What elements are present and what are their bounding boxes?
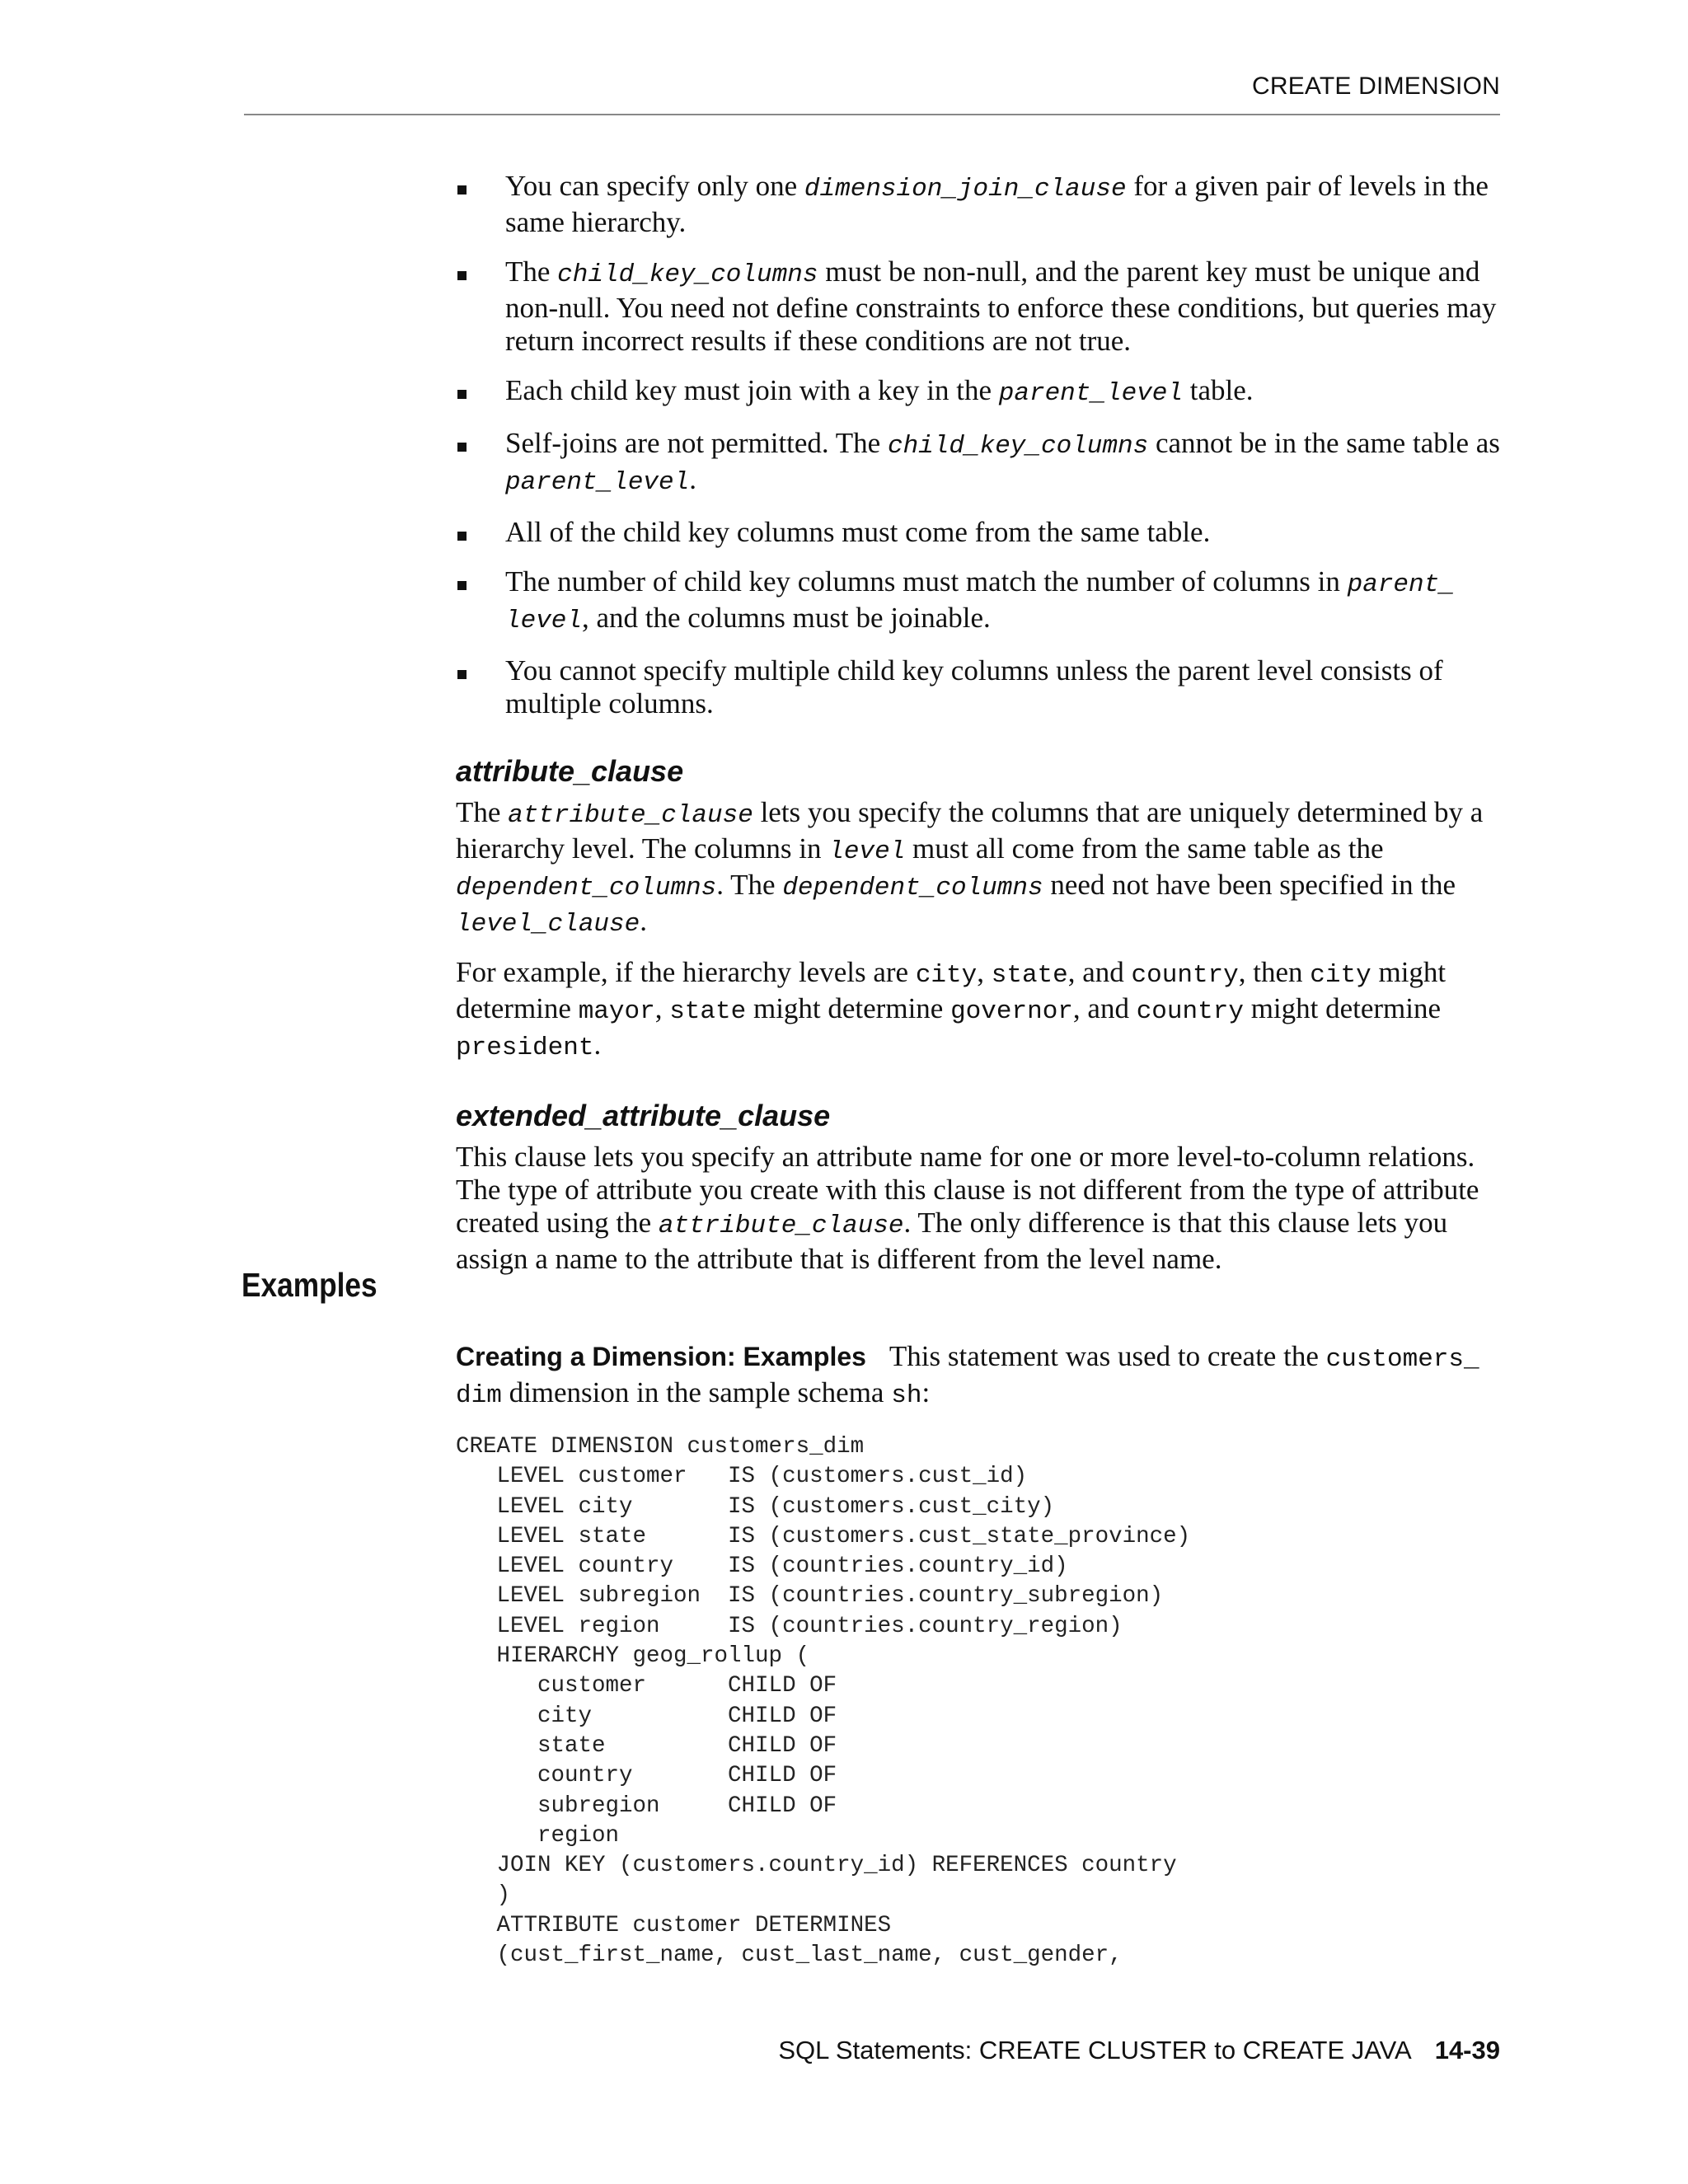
list-item — [456, 255, 1503, 358]
inline-code: dependent_columns — [456, 874, 717, 902]
text-run: need not have been specified in the — [1043, 869, 1456, 901]
inline-code: state — [669, 997, 747, 1026]
text-run: : — [921, 1376, 931, 1408]
text-run: . The only difference is that this clause lets you assign a name to the attribute that is different from the level name. — [456, 1207, 1448, 1275]
list-item-text — [505, 565, 1455, 634]
list-item-text — [505, 516, 1210, 548]
text-run: , then — [1238, 956, 1311, 988]
text-run: The — [456, 796, 509, 828]
running-header: CREATE DIMENSION — [1251, 73, 1500, 100]
inline-code: state — [991, 961, 1068, 990]
example-title: Creating a Dimension: Examples — [456, 1342, 866, 1371]
list-item-text — [505, 255, 1496, 357]
attribute-clause-paragraph — [456, 796, 1503, 941]
bullet-icon — [457, 390, 467, 399]
text-run: dimension in the sample schema — [501, 1376, 892, 1408]
text-run: Each child key must join with a key in the — [505, 374, 999, 406]
extended-attribute-clause-paragraph — [456, 1141, 1503, 1276]
inline-code: attribute_clause — [508, 801, 753, 830]
page-number: 14-39 — [1434, 2036, 1500, 2064]
text-run: You can specify only one — [505, 170, 804, 202]
inline-code: level — [828, 837, 906, 866]
text-run: You cannot specify multiple child key columns unless the parent level consists of multiple columns. — [505, 654, 1443, 719]
inline-code: attribute_clause — [658, 1212, 904, 1240]
text-run: for a given pair of levels in the same hierarchy. — [505, 170, 1489, 238]
text-run: , and — [1067, 956, 1132, 988]
text-run: , and — [1072, 992, 1137, 1024]
text-run: . The — [716, 869, 783, 901]
list-item-text — [505, 170, 1489, 238]
text-run: might determine — [1243, 992, 1442, 1024]
text-run: might determine — [746, 992, 951, 1024]
text-run: , — [654, 992, 670, 1024]
text-run: . — [640, 905, 647, 937]
example-intro — [456, 1340, 1503, 1413]
text-run: must be non-null, and the parent key must be unique and non-null. You need not define constraints to enforce these conditions, but queries may return incorrect results if these conditions are not true. — [505, 255, 1497, 357]
list-item — [456, 170, 1503, 239]
text-run: . — [689, 463, 696, 495]
inline-code: child_key_columns — [887, 432, 1149, 461]
examples-heading: Examples — [241, 1266, 377, 1304]
text-run: . — [593, 1029, 602, 1061]
inline-code: country — [1136, 997, 1244, 1026]
bullet-icon — [457, 271, 467, 280]
list-item — [456, 427, 1503, 499]
inline-code: parent_level — [998, 379, 1184, 408]
text-run: All of the child key columns must come from the same table. — [505, 516, 1211, 548]
header-rule — [244, 114, 1500, 115]
inline-code: dimension_join_clause — [804, 175, 1127, 204]
extended-attribute-clause-heading: extended_attribute_clause — [456, 1099, 831, 1132]
inline-code: governor — [950, 997, 1073, 1026]
list-item — [456, 516, 1503, 549]
bullet-icon — [457, 670, 467, 679]
text-run: Self-joins are not permitted. The — [505, 427, 888, 459]
text-run: table. — [1183, 374, 1254, 406]
bullet-icon — [457, 185, 467, 194]
inline-code: level_clause — [456, 910, 640, 939]
bullet-icon — [457, 581, 467, 590]
text-run: , and the columns must be joinable. — [582, 602, 991, 634]
inline-code: city — [1310, 961, 1372, 990]
running-footer — [778, 2036, 1500, 2065]
text-run: The number of child key columns must match the number of columns in — [505, 565, 1348, 598]
inline-code: sh — [891, 1381, 922, 1410]
inline-code: parent_level — [505, 468, 690, 497]
list-item — [456, 565, 1503, 638]
text-run: For example, if the hierarchy levels are — [456, 956, 916, 988]
text-run: cannot be in the same table as — [1148, 427, 1500, 459]
inline-code: child_key_columns — [557, 260, 818, 289]
inline-code: country — [1131, 961, 1239, 990]
text-run: , — [977, 956, 992, 988]
list-item — [456, 374, 1503, 410]
inline-code: parent_ level — [505, 570, 1455, 635]
footer-title: SQL Statements: CREATE CLUSTER to CREATE JAVA — [778, 2036, 1412, 2064]
list-item-text — [505, 374, 1254, 406]
inline-code: dependent_columns — [782, 874, 1043, 902]
list-item-text — [505, 427, 1500, 495]
example-block — [456, 1340, 1503, 1971]
text-run: might determine — [456, 956, 1447, 1024]
list-item — [456, 654, 1503, 720]
bullet-icon — [457, 443, 467, 452]
inline-code: president — [456, 1033, 594, 1062]
inline-code: customers_ dim — [456, 1345, 1479, 1410]
list-item-text — [505, 654, 1443, 719]
bullet-icon — [457, 532, 467, 541]
inline-code: mayor — [578, 997, 655, 1026]
text-run: The — [505, 255, 558, 288]
text-run: must all come from the same table as the — [905, 832, 1384, 865]
text-run: This clause lets you specify an attribute name for one or more level-to-column relations. The type of attribute you create with this clause is not different from the type of attribute created using the — [456, 1141, 1479, 1239]
text-run: This statement was used to create the — [889, 1340, 1326, 1372]
attribute-clause-heading: attribute_clause — [456, 754, 684, 788]
code-example: CREATE DIMENSION customers_dim LEVEL customer IS (customers.cust_id) LEVEL city IS (customers.cust_city) LEVEL state IS (customers.cust_state_province) LEVEL country IS (countries.country_id) LEVEL subregion IS (countries.country_subregion) LEVEL region IS (countries.country_region) HIERARCHY geog_rollup ( customer CHILD OF city CHILD OF state CHILD OF country CHILD OF subregion CHILD OF region JOIN KEY (customers.country_id) REFERENCES country ) ATTRIBUTE customer DETERMINES (cust_first_name, cust_last_name, cust_gender, — [456, 1434, 1191, 1969]
main-content — [456, 170, 1503, 1291]
attribute-clause-example-paragraph — [456, 956, 1503, 1065]
inline-code: city — [915, 961, 978, 990]
rules-list — [456, 170, 1503, 720]
text-run: lets you specify the columns that are uniquely determined by a hierarchy level. The columns in — [456, 796, 1484, 865]
